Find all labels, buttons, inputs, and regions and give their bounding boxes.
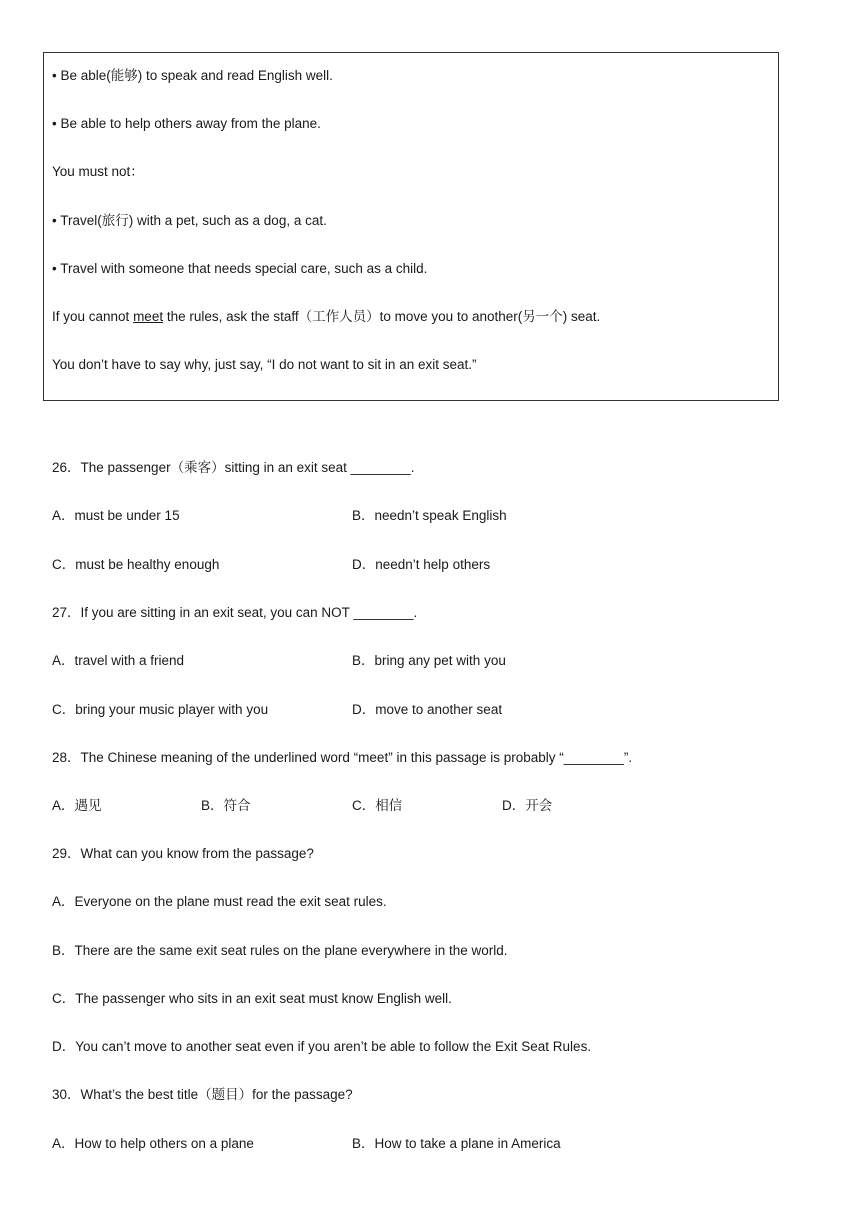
q26-option-a: A．must be under 15	[52, 508, 180, 523]
q28-option-a: A．遇见	[52, 798, 102, 813]
q30-option-b: B．How to take a plane in America	[352, 1136, 561, 1151]
meet-sentence-end: the rules, ask the staff（工作人员）to move you to another(另一个) seat.	[163, 309, 601, 324]
q29-option-b: B．There are the same exit seat rules on the plane everywhere in the world.	[52, 943, 508, 958]
q29-stem: 29．What can you know from the passage?	[52, 846, 314, 861]
q28-option-c: C．相信	[352, 798, 403, 813]
q30-stem: 30．What’s the best title（题目）for the passage?	[52, 1087, 353, 1102]
rule-no-pet: • Travel(旅行) with a pet, such as a dog, a cat.	[52, 213, 327, 228]
rule-no-special-care: • Travel with someone that needs special care, such as a child.	[52, 261, 428, 276]
rule-be-able-english: • Be able(能够) to speak and read English well.	[52, 68, 333, 83]
q28-option-d: D．开会	[502, 798, 553, 813]
rule-help-others: • Be able to help others away from the plane.	[52, 116, 321, 131]
q30-option-a: A．How to help others on a plane	[52, 1136, 254, 1151]
q27-option-d: D．move to another seat	[352, 702, 503, 717]
must-not-heading: You must not：	[52, 164, 144, 179]
q27-option-a: A．travel with a friend	[52, 653, 185, 668]
q29-option-a: A．Everyone on the plane must read the exit seat rules.	[52, 894, 387, 909]
q26-option-b: B．needn’t speak English	[352, 508, 507, 523]
q29-option-d: D．You can’t move to another seat even if you aren’t be able to follow the Exit Seat Rules.	[52, 1039, 592, 1054]
q26-stem: 26．The passenger（乘客）sitting in an exit seat ________.	[52, 460, 415, 475]
q28-option-b: B．符合	[201, 798, 251, 813]
no-reason-sentence: You don’t have to say why, just say, “I do not want to sit in an exit seat.”	[52, 357, 477, 372]
meet-rules-sentence	[52, 308, 600, 326]
q27-option-c: C．bring your music player with you	[52, 702, 269, 717]
q27-stem: 27．If you are sitting in an exit seat, you can NOT ________.	[52, 605, 418, 620]
q27-option-b: B．bring any pet with you	[352, 653, 506, 668]
q29-option-c: C．The passenger who sits in an exit seat must know English well.	[52, 991, 452, 1006]
q26-option-d: D．needn’t help others	[352, 557, 491, 572]
meet-sentence-start: If you cannot	[52, 309, 134, 324]
q26-option-c: C．must be healthy enough	[52, 557, 220, 572]
q28-stem: 28．The Chinese meaning of the underlined word “meet” in this passage is probably “________”.	[52, 750, 633, 765]
underlined-word-meet: meet	[133, 309, 164, 324]
